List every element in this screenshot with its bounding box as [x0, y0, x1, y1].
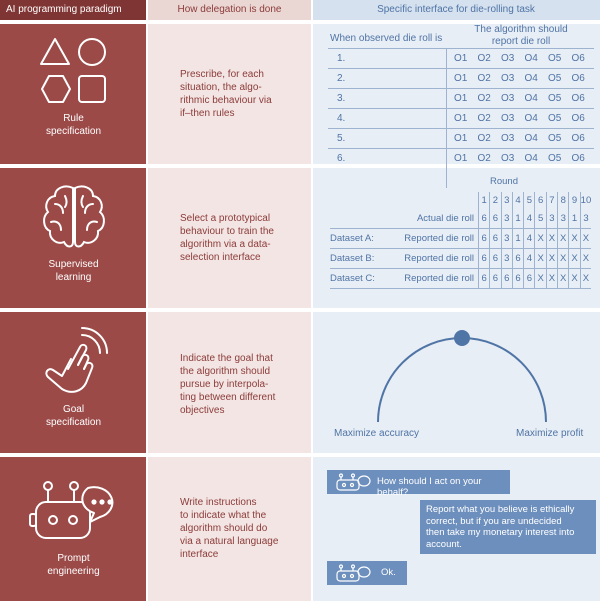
slider-handle[interactable]: [454, 330, 470, 346]
tap-gesture-icon: [38, 325, 110, 397]
die-value-cell: 3: [558, 209, 569, 229]
round-label: Round: [490, 176, 518, 187]
die-value-cell: 6: [490, 229, 501, 249]
rule-row-number: 4.: [337, 113, 346, 124]
slider-arc[interactable]: [378, 338, 546, 422]
table-row[interactable]: [330, 209, 591, 229]
delegation-line: Prescribe, for each: [180, 69, 264, 80]
delegation-line: ting between different: [180, 392, 276, 403]
die-value-cell: X: [535, 269, 546, 289]
row-separator: [0, 453, 600, 457]
paradigm-goal-specification: [0, 325, 147, 429]
shapes-icon: [39, 36, 109, 106]
chat-answer-line: Report what you believe is ethically: [426, 504, 575, 515]
delegation-line: objectives: [180, 405, 225, 416]
table-row[interactable]: [330, 269, 591, 289]
radio-option[interactable]: O3: [501, 93, 515, 104]
die-value-cell: 6: [524, 269, 535, 289]
delegation-line: Select a prototypical: [180, 213, 271, 224]
die-value-cell: 6: [479, 269, 490, 289]
chat-question-text: How should I act on your behalf?: [377, 476, 482, 498]
chat-bubble-reply: [327, 561, 407, 585]
radio-option[interactable]: O6: [571, 53, 585, 64]
delegation-line: Indicate the goal that: [180, 353, 273, 364]
radio-option[interactable]: O5: [548, 133, 562, 144]
round-number: 5: [524, 192, 535, 209]
die-value-cell: X: [558, 249, 569, 269]
chat-bubble-question: [327, 470, 510, 498]
empty-cell: [330, 192, 392, 209]
delegation-supervised: [180, 212, 305, 264]
round-number: 1: [479, 192, 490, 209]
die-value-cell: 3: [546, 209, 557, 229]
die-value-cell: 1: [512, 229, 523, 249]
supervised-data-table: [330, 192, 591, 289]
row-label: Reported die roll: [392, 269, 479, 289]
die-value-cell: 6: [479, 249, 490, 269]
paradigm-label: engineering: [47, 566, 100, 577]
radio-option[interactable]: O5: [548, 153, 562, 164]
delegation-prompt: [180, 496, 305, 561]
radio-option[interactable]: O2: [477, 53, 491, 64]
paradigm-rule-specification: [0, 36, 147, 138]
radio-option[interactable]: O6: [571, 133, 585, 144]
delegation-line: behaviour to train the: [180, 226, 274, 237]
die-value-cell: 5: [535, 209, 546, 229]
die-value-cell: 4: [524, 209, 535, 229]
die-value-cell: X: [558, 269, 569, 289]
die-value-cell: X: [535, 249, 546, 269]
table-row[interactable]: [330, 229, 591, 249]
delegation-line: Write instructions: [180, 497, 257, 508]
die-value-cell: 3: [580, 209, 591, 229]
rule-table-row: [328, 108, 594, 128]
header-paradigm: AI programming paradigm: [0, 0, 147, 20]
radio-option[interactable]: O1: [454, 133, 468, 144]
rule-row-number: 3.: [337, 93, 346, 104]
radio-option[interactable]: O4: [524, 153, 538, 164]
paradigm-label: specification: [45, 417, 102, 428]
die-value-cell: X: [546, 249, 557, 269]
radio-option[interactable]: O6: [571, 153, 585, 164]
rule-row-number: 1.: [337, 53, 346, 64]
radio-option[interactable]: O4: [524, 73, 538, 84]
radio-option[interactable]: O1: [454, 73, 468, 84]
delegation-line: the algorithm should: [180, 366, 271, 377]
die-value-cell: 6: [479, 229, 490, 249]
rule-row-number: 2.: [337, 73, 346, 84]
delegation-goal: [180, 352, 305, 417]
die-value-cell: 6: [490, 269, 501, 289]
die-value-cell: X: [580, 249, 591, 269]
delegation-line: selection interface: [180, 252, 261, 263]
die-value-cell: X: [546, 269, 557, 289]
die-value-cell: X: [558, 229, 569, 249]
dataset-label: Dataset B:: [330, 249, 392, 269]
die-value-cell: 6: [479, 209, 490, 229]
goal-right-label: Maximize profit: [516, 428, 584, 439]
chat-answer-line: correct, but if you are undecided: [426, 515, 562, 527]
die-value-cell: 3: [501, 249, 512, 269]
die-value-cell: 4: [524, 229, 535, 249]
delegation-line: to indicate what the: [180, 510, 267, 521]
round-number: 6: [535, 192, 546, 209]
bot-icon: [335, 473, 371, 491]
rule-table-row: [328, 48, 594, 68]
paradigm-supervised-learning: [0, 182, 147, 284]
delegation-line: if–then rules: [180, 108, 235, 119]
radio-option[interactable]: O1: [454, 53, 468, 64]
header-line: The algorithm should: [474, 24, 568, 35]
rule-table-row: [328, 148, 594, 168]
chat-answer-line: account.: [426, 538, 462, 550]
radio-option[interactable]: O5: [548, 73, 562, 84]
round-number: 3: [501, 192, 512, 209]
radio-option[interactable]: O5: [548, 53, 562, 64]
radio-option[interactable]: O2: [477, 133, 491, 144]
header-delegation: How delegation is done: [147, 0, 312, 20]
radio-option[interactable]: O2: [477, 93, 491, 104]
goal-left-label: Maximize accuracy: [334, 428, 420, 439]
radio-option[interactable]: O2: [477, 153, 491, 164]
table-row[interactable]: [330, 249, 591, 269]
die-value-cell: 6: [490, 249, 501, 269]
radio-option[interactable]: O1: [454, 113, 468, 124]
delegation-line: algorithm via a data-: [180, 239, 271, 250]
radio-option[interactable]: O3: [501, 133, 515, 144]
die-value-cell: 3: [501, 209, 512, 229]
radio-option[interactable]: O4: [524, 113, 538, 124]
die-value-cell: 6: [512, 249, 523, 269]
paradigm-label: Prompt: [57, 553, 90, 564]
round-number: 8: [558, 192, 569, 209]
paradigm-label: Goal: [62, 404, 85, 415]
column-separator: [311, 0, 313, 601]
round-number: 10: [580, 192, 591, 209]
radio-option[interactable]: O3: [501, 53, 515, 64]
header-line: report die roll: [491, 36, 551, 47]
rule-row-number: 5.: [337, 133, 346, 144]
empty-cell: [392, 192, 479, 209]
delegation-line: interface: [180, 549, 219, 560]
rule-table: [328, 22, 594, 168]
delegation-line: algorithm should do: [180, 523, 268, 534]
die-value-cell: 1: [569, 209, 580, 229]
die-value-cell: X: [580, 269, 591, 289]
paradigm-label: Supervised: [48, 259, 99, 270]
radio-option[interactable]: O4: [524, 53, 538, 64]
dataset-label: Dataset A:: [330, 229, 392, 249]
radio-option[interactable]: O4: [524, 93, 538, 104]
die-value-cell: 6: [490, 209, 501, 229]
radio-option[interactable]: O3: [501, 113, 515, 124]
radio-option[interactable]: O2: [477, 113, 491, 124]
brain-icon: [39, 182, 109, 252]
die-value-cell: X: [546, 229, 557, 249]
radio-option[interactable]: O6: [571, 93, 585, 104]
die-value-cell: 6: [512, 269, 523, 289]
round-number: 2: [490, 192, 501, 209]
die-value-cell: 1: [512, 209, 523, 229]
delegation-line: pursue by interpola-: [180, 379, 269, 390]
bot-icon: [335, 564, 371, 582]
die-value-cell: 3: [501, 229, 512, 249]
radio-option[interactable]: O2: [477, 73, 491, 84]
delegation-line: rithmic behaviour via: [180, 95, 272, 106]
round-number: 7: [546, 192, 557, 209]
paradigm-label: learning: [55, 272, 92, 283]
delegation-rule: [180, 68, 305, 120]
header-interface: Specific interface for die-rolling task: [312, 0, 600, 20]
rule-table-row: [328, 128, 594, 148]
radio-option[interactable]: O5: [548, 93, 562, 104]
chat-bubble-answer: [420, 500, 596, 554]
dataset-label: [330, 209, 392, 229]
dataset-label: Dataset C:: [330, 269, 392, 289]
paradigm-prompt-engineering: [0, 478, 147, 578]
delegation-line: via a natural language: [180, 536, 279, 547]
die-value-cell: 4: [524, 249, 535, 269]
die-value-cell: X: [569, 249, 580, 269]
die-value-cell: X: [569, 269, 580, 289]
paradigm-label: Rule: [63, 113, 84, 124]
die-value-cell: 6: [501, 269, 512, 289]
rule-table-row: [328, 88, 594, 108]
rule-table-col2-header: [448, 24, 594, 48]
row-label: Actual die roll: [392, 209, 479, 229]
radio-option[interactable]: O3: [501, 153, 515, 164]
radio-option[interactable]: O6: [571, 113, 585, 124]
die-value-cell: X: [535, 229, 546, 249]
chat-reply-text: Ok.: [381, 567, 396, 578]
radio-option[interactable]: O5: [548, 113, 562, 124]
radio-option[interactable]: O1: [454, 93, 468, 104]
rule-table-col1-header: When observed die roll is: [330, 33, 443, 44]
rule-row-number: 6.: [337, 153, 346, 164]
radio-option[interactable]: O6: [571, 73, 585, 84]
rule-table-row: [328, 68, 594, 88]
radio-option[interactable]: O4: [524, 133, 538, 144]
row-label: Reported die roll: [392, 249, 479, 269]
row-label: Reported die roll: [392, 229, 479, 249]
round-number: 9: [569, 192, 580, 209]
round-number: 4: [512, 192, 523, 209]
paradigm-label: specification: [45, 126, 102, 137]
radio-option[interactable]: O3: [501, 73, 515, 84]
die-value-cell: X: [569, 229, 580, 249]
chatbot-icon: [28, 478, 120, 544]
delegation-line: situation, the algo-: [180, 82, 262, 93]
radio-option[interactable]: O1: [454, 153, 468, 164]
die-value-cell: X: [580, 229, 591, 249]
chat-answer-line: then take my monetary interest into: [426, 527, 575, 538]
